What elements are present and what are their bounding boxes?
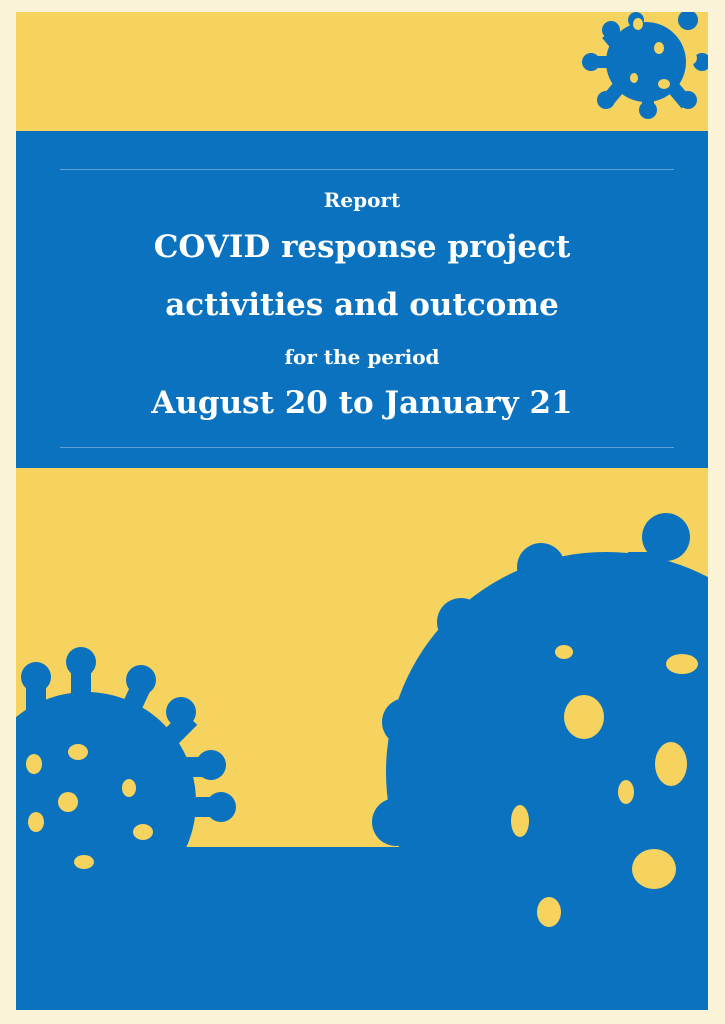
title-line-1: COVID response project	[153, 229, 571, 265]
report-label: Report	[323, 188, 401, 212]
virus-icon	[582, 12, 708, 119]
title-band	[16, 131, 708, 468]
title-line-2: activities and outcome	[165, 287, 559, 323]
divider-top	[60, 169, 674, 170]
period-label: for the period	[284, 345, 440, 369]
divider-bottom	[60, 447, 674, 448]
report-cover	[16, 12, 708, 1010]
period-dates: August 20 to January 21	[151, 385, 573, 421]
